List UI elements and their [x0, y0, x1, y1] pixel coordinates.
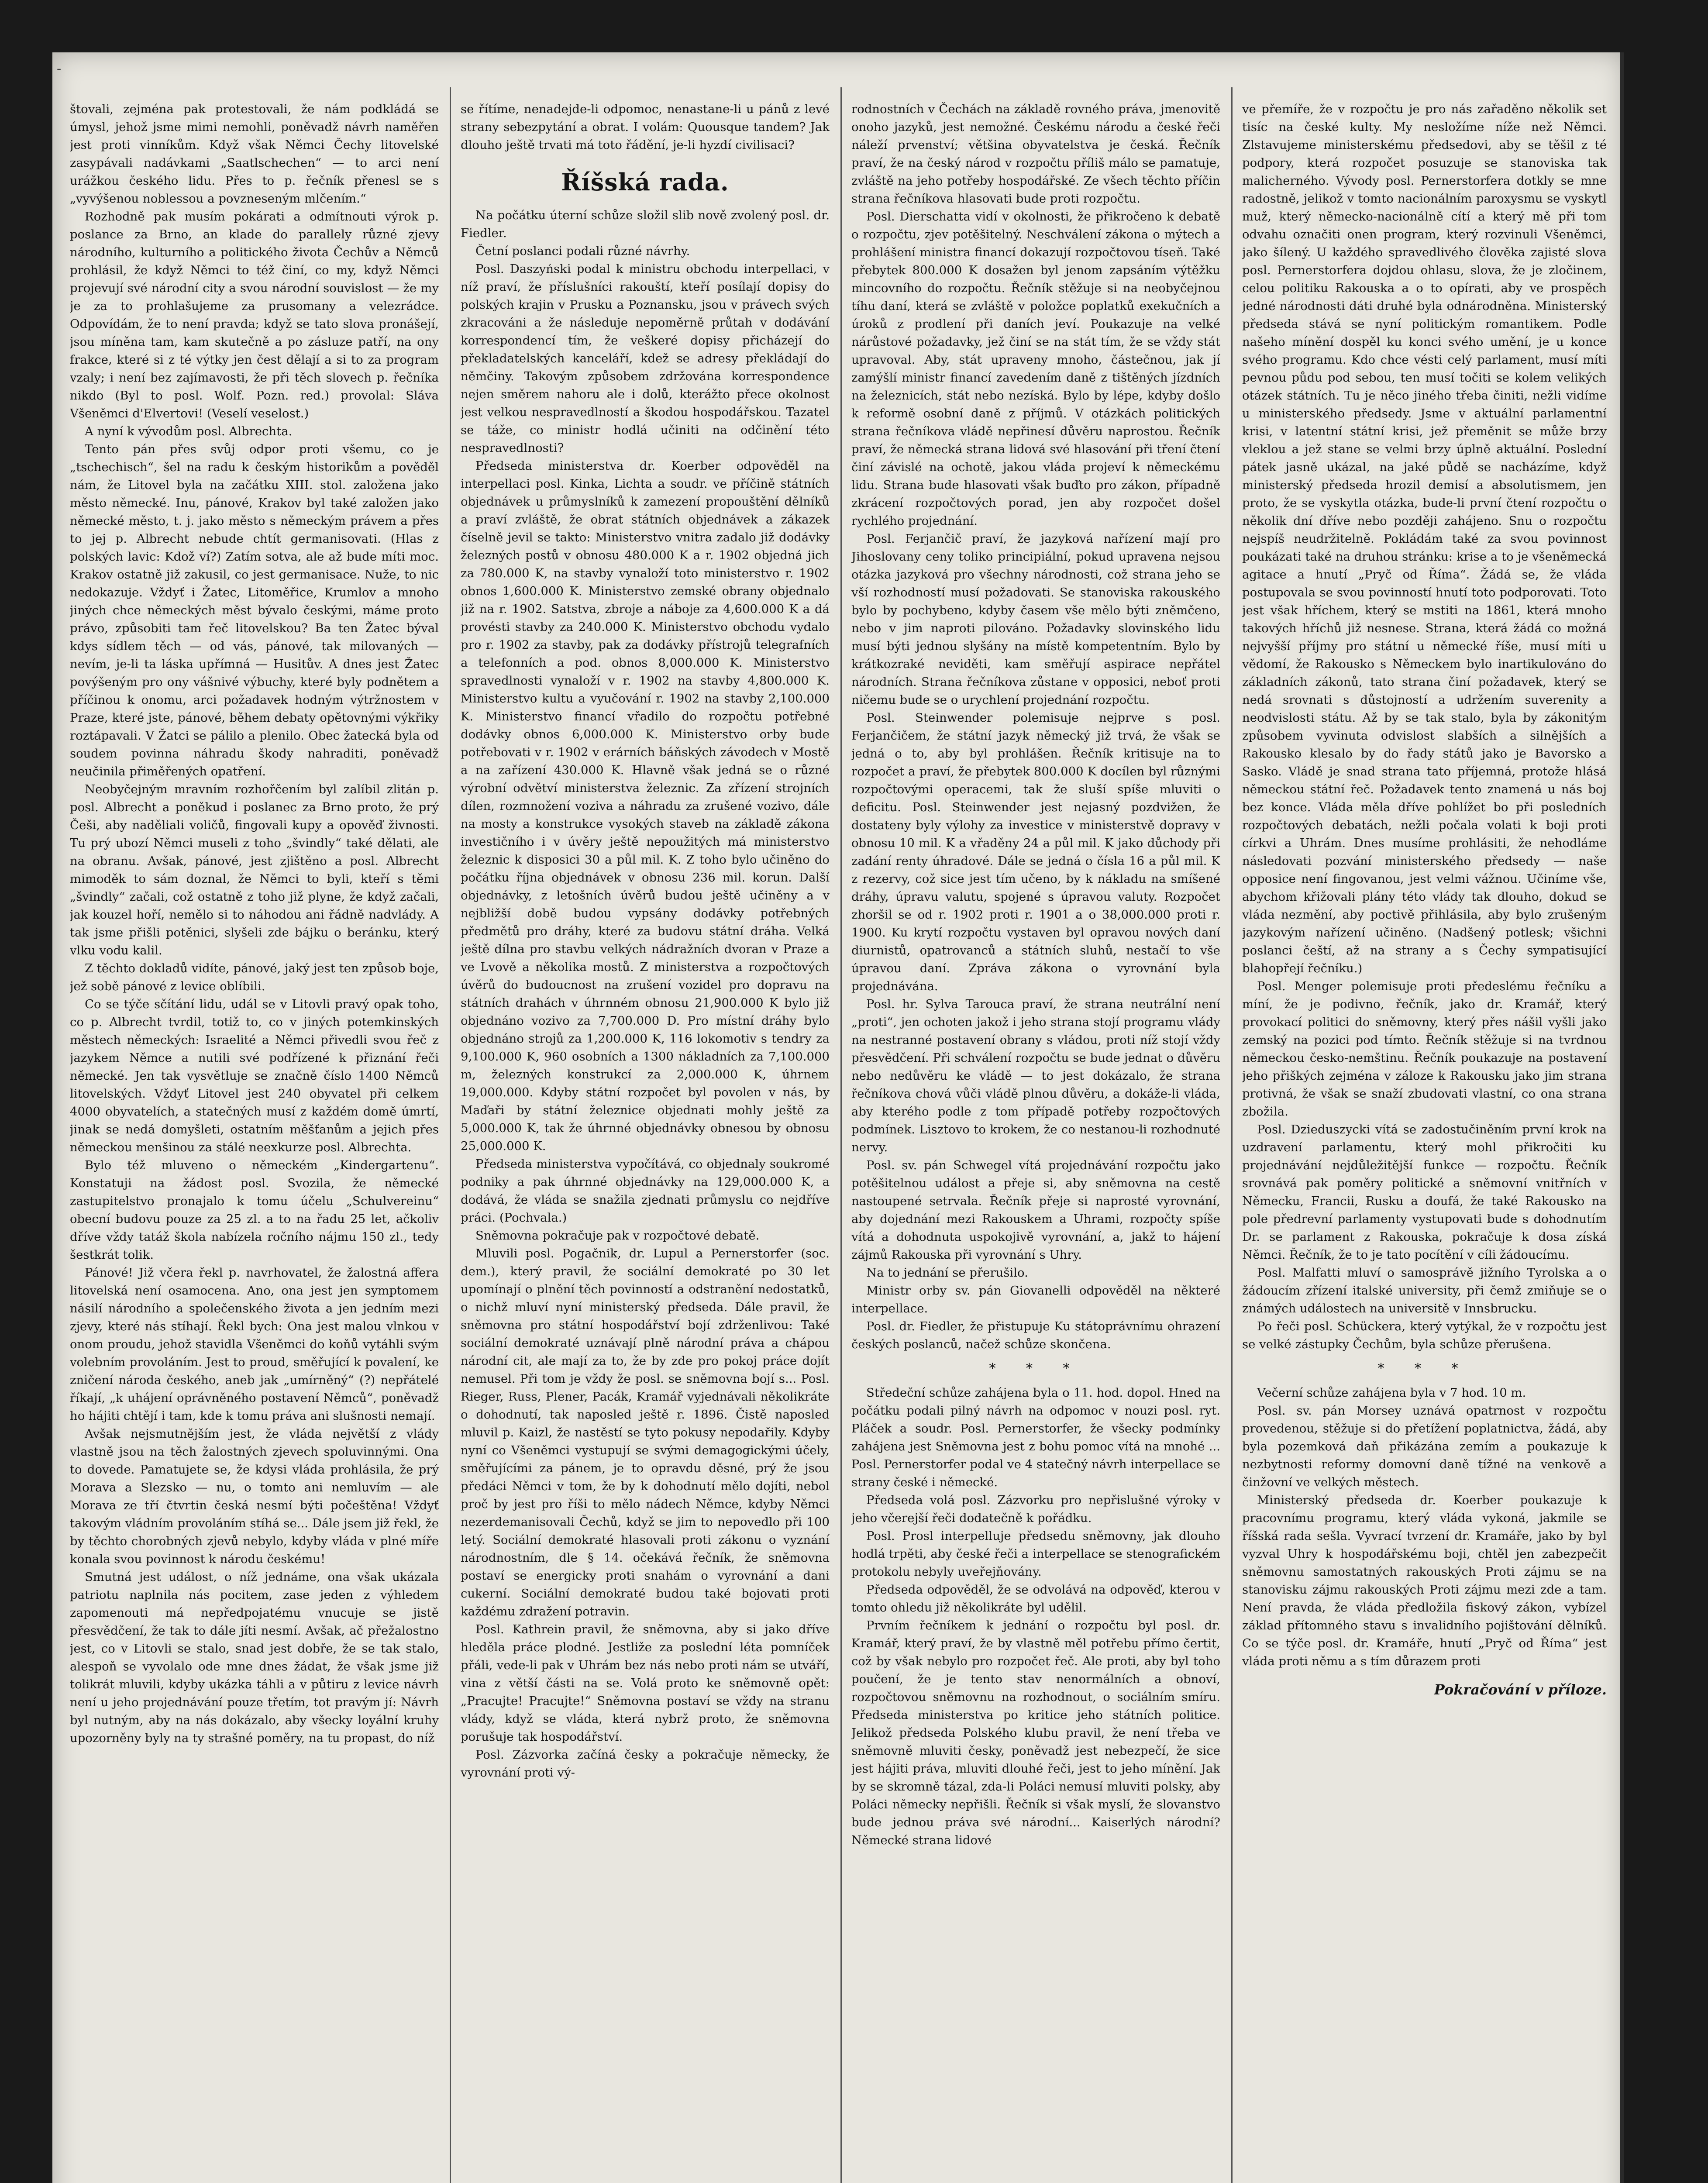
- paragraph: ve přemíře, že v rozpočtu je pro nás zařaděno několik set tisíc na české kulty. My nesložíme níže než Němci. Zlstavujeme ministerskému předsedovi, aby se těšil z té podpory, která rozpočet posuzuje se stanoviska tak malichernéhо. Vývody posl. Pernerstorfera dotkly se mne radostně, jelikož v tomto nacionálním paroxysmu se vyskytl muž, který německo-nacionálně cítí a který mě při tom odvahu označiti onen program, který rozvinuli Všeněmci, jako šílený. U každého spravedlivého člověka zajisté slova posl. Pernerstorfera dojdou ohlasu, slova, že je zločinem, celou politiku Rakouska a o to opírati, aby ve prospěch jedné národnosti dáti druhé byla odnárodněna. Ministerský předseda stává se nyní politickým romantikem. Podle našeho mínění dospěl ku konci svého umění, je u konce svého programu. Kdo chce vésti celý parlament, musí míti pevnou půdu pod sebou, ten musí točiti se kolem velikých otázek státních. Tu je něco jiného třeba činiti, nežli vidíme u ministerského předsedy. Jsme v aktuální parlamentní krisi, v latentní státní krisi, jež přeměnit se může brzy vleklou a jež stane se velmi brzy úplně aktuální. Poslední pátek jasně ukázal, na jaké půdě se nacházíme, když ministerský předseda hrozil demisí a absolutismem, jen proto, že se vyskytla otázka, bude-li první čtení rozpočtu o několik dní dříve nebo později zahájeno. Snu o rozpočtu nejspíš neudržitelně. Pokládám také za svou povinnost poukázati také na druhou stránku: krise a to je všeněmecká agitace a hnutí „Pryč od Říma“. Žádá se, že vláda postupovala se svou povinností hnutí toto podporovati. Toto jest však hříchem, který se mstiti na 1861, která mnoho takových hříchů již nesnese. Strana, která žádá co možná nejvyšší příjmy pro státní u německé říše, musí míti u vědomí, že Rakousko s Německem bylo inartikulováno do základních zákonů, tato strana činí požadavek, který se nedá srovnati s důstojností a udržením suverenity a neodvislosti státu. Až by se tak stalo, byla by zákonitým způsobem vyvinuta odvislost slabších a silnějších a Rakousko klesalo by do řady států jako je Bavorsko a Sasko. Vládě je snad strana tato příjemná, protože hlásá německou státní řeč. Požadavek tento znamená u nás boj bez konce. Vláda měla dříve pohlížet bo při posledních rozpočtových debatách, nežli počala volati k boji proti církvi a Uhrám. Dnes musíme prohlásiti, že nehodláme následovati pozvání ministerského předsedy — naše opposice není fingovanou, jest velmi vážnou. Učiníme vše, abychom křižovali plány této vlády tak dlouho, dokud se vláda nezmění, aby poctivě přihlásila, aby bylo zrušeným jazykovým nařízení učiněno. (Nadšený potlesk; všichni poslanci čeští, až na strany a s Čechy sympatisující blahopřejí řečníku.): [1242, 102, 1607, 975]
- section-separator: * * *: [989, 1361, 1083, 1376]
- paragraph: se řítíme, nenadejde-li odpomoc, nenastane-li u pánů z levé strany sebezpytání a obrat. I volám: Quousque tandem? Jak dlouho ještě trvati má toto řádění, je-li hyzdí civilisaci?: [461, 102, 830, 152]
- paragraph: Posl. Steinwender polemisuje nejprve s posl. Ferjančičem, že státní jazyk německý již trvá, že však se jedná o to, aby byl prohlášen. Řečník kritisuje na to rozpočet a praví, že přebytek 800.000 K docílen byl různými rozpočtovými operacemi, tak že sluší spíše mluviti o deficitu. Posl. Steinwender jest nejasný pozdvižen, že dostateny byly výlohy za investice v ministerstvě dopravy v obnosu 10 mil. K a vřaděny 24 a půl mil. K jako důchody při zadání renty úhradové. Dále se jedná o čísla 16 a půl mil. K z rezervy, což sice jest tím učeno, by k nákladu na smíšené dráhy, úpravu valutu, spojené s úpravou valuty. Rozpočet zhoršil se od r. 1902 proti r. 1901 a o 38,000.000 proti r. 1900. Ku krytí rozpočtu vystaven byl opravou nových daní diurnistů, opatrovanců a státních sluhů, nestačí to vše úpravou daní. Zpráva zákona o vyrovnání byla projednávána.: [851, 711, 1220, 993]
- paragraph: Neobyčejným mravním rozhořčením byl zalíbil zlitán p. posl. Albrecht a poněkud i poslanec za Brno proto, že prý Češi, aby naděliali voličů, fingovali kupy a opověď živnosti. Tu prý ubozí Němci museli z toho „švindly“ také dělati, ale na obranu. Avšak, pánové, jest zjištěno a posl. Albrecht mimoděk to sám doznal, že Němci to byli, kteří s těmi „švindly“ začali, což ostatně z toho již plyne, že když začali, jak kouzel hoří, nemělo si to náhodou ani řádně nadvlády. A tak jsme přišli potěnici, slyšeli zde bájku o beránku, který vlku vodu kalil.: [70, 782, 439, 957]
- paragraph: Posl. Zázvorka začíná česky a pokračuje německy, že vyrovnání proti vý-: [461, 1748, 830, 1780]
- paragraph: Co se týče sčítání lidu, udál se v Litovli pravý opak toho, co p. Albrecht tvrdil, totiž to, co v jiných potemkinských městech německých: Israelité a Němci přivedli svou řeč z jazykem Němce a nutili své podřízené k přiznání řeči německé. Jen tak vysvětluje se značně číslo 1400 Němců litovelských. Vždyť Litovel jest 240 obyvatel při celkem 4000 obyvatelích, a statečných musí z každém domě úmrtí, jinak se nedá domyšleti, ostatním měšťanům a jejich přes německou menšinou za stálé neexkurze posl. Albrechta.: [70, 997, 439, 1154]
- paragraph: Posl. Menger polemisuje proti předeslému řečníku a míní, že je podivno, řečník, jako dr. Kramář, který provokací politici do sněmovny, který přes nášil vyšli jako zemský na pozici pod tímto. Řečník stěžuje si na tvrdnou německou česko-nemštinu. Řečník poukazuje na postavení jeho přiškých zejména v záloze k Rakousku jako jim strana protivná, že však se snaží zbudovati vlastní, co ona strana zbožila.: [1242, 979, 1607, 1119]
- paragraph: Na počátku úterní schůze složil slib nově zvolený posl. dr. Fiedler.: [461, 208, 830, 240]
- column-2: [461, 100, 830, 2183]
- section-separator: * * *: [1377, 1361, 1471, 1376]
- paragraph: Předseda ministerstva dr. Koerber odpověděl na interpellaci posl. Kinka, Lichta a soudr. ve příčině státních objednávek u průmyslníků k zamezení propouštění dělníků a praví zvláště, že obrat státních objednávek a zákazek číselně jevil se takto: Ministerstvo vnitra zadalo již dodávky železných postů v obnosu 480.000 K a r. 1902 objedná jich za 780.000 K, na stavby vynaloží toto ministerstvo r. 1902 obnos 1,600.000 K. Ministerstvo zemské obrany objednalo již na r. 1902. Satstva, zbroje a náboje za 4,600.000 K a dá provésti stavby za 240.000 K. Ministerstvo obchodu vydalo pro r. 1902 za stavby, pak za dodávky přístrojů telegrafních a telefonních a pod. obnos 8,000.000 K. Ministerstvo spravedlnosti vynaloží v r. 1902 na stavby 4,800.000 K. Ministerstvo kultu a vyučování r. 1902 na stavby 2,100.000 K. Ministerstvo financí vřadilo do rozpočtu potřebné dodávky obnos 6,000.000 K. Ministerstvo orby bude potřebovati v r. 1902 v erárních báňských závodech v Mostě a na zařízení 430.000 K. Hlavně však jedná se o různé výrobní odvětví ministerstva železnic. Za zřízení strojních dílen, rozmnožení voziva a náhradu za zrušené vozivo, dále na mosty a konstrukce vysokých staveb na základě zákona investičního i v úvěry ještě nepoužitých má ministerstvo železnic k disposici 30 a půl mil. K. Z toho bylo učiněno do počátku října objednávek v obnosu 236 mil. korun. Další objednávky, z letošních úvěrů budou ještě učiněny a v nejbližší době budou vypsány dodávky potřebných předmětů pro dráhy, které za budovu státní dráha. Velká ještě dílna pro stavbu velkých nádražních dvoran v Praze a ve Lvově a několika mostů. Z ministerstva a rozpočtových úvěrů do budoucnost na zrušení vozidel pro dopravu na státních drahách v úhrnném obnosu 21,900.000 K bylo již objednáno vozivo za 7,700.000 D. Pro místní dráhy bylo objednáno strojů za 1,200.000 K, 116 lokomotiv s tendry za 9,100.000 K, 960 osobních a 1300 nákladních za 7,100.000 m, železných konstrukcí za 2,000.000 K, úhrnem 19,000.000. Kdyby státní rozpočet byl povolen v nás, by Maďaři by státní železnice objednati mohly ještě za 5,000.000 K, tak že úhrnné objednávky obnesou by obnosu 25,000.000 K.: [461, 459, 830, 1153]
- paragraph: Večerní schůze zahájena byla v 7 hod. 10 m.: [1257, 1386, 1526, 1400]
- paragraph: Posl. sv. pán Schwegel vítá projednávání rozpočtu jako potěšitelnou událost a přeje si, aby sněmovna na cestě nastoupené setrvala. Řečník přeje si naprosté vyrovnání, aby dojednání mezi Rakouskem a Uhrami, rozpočty spíše vítá a dohodnuta uspokojivě vyrovnání, a, jakž to hájení zájmů Rakouska při vyrovnání s Uhry.: [851, 1158, 1220, 1262]
- paragraph: A nyní k vývodům posl. Albrechta.: [85, 424, 293, 438]
- paragraph: Ministr orby sv. pán Giovanelli odpověděl na některé interpellace.: [851, 1284, 1220, 1315]
- paragraph: Posl. hr. Sylva Tarouca praví, že strana neutrální není „proti“, jen ochoten jakož i jeho strana stojí programu vlády na nestranné postavení obrany s vládou, proti níž stojí vždy přesvědčení. Při schválení rozpočtu se bude jednat o důvěru nebo nedůvěru ke vládě — to jest dokázalo, že strana řečníkova chová vůči vládě plnou důvěru, a dokáže-li vláda, aby kterého podle z tom případě potřeby rozpočtových podmínek. Lisztovo to krokem, že co nestanou-li rozhodnuté nervy.: [851, 997, 1220, 1154]
- column-4: [1242, 100, 1607, 2183]
- continuation-note: Pokračování v příloze.: [1434, 1681, 1607, 1698]
- paragraph: Tento pán přes svůj odpor proti všemu, co je „tschechisch“, šel na radu k českým historikům a pověděl nám, že Litovel byla na začátku XIII. stol. založena jako město německé. Inu, pánové, Krakov byl také založen jako německé město, t. j. jako město s německým právem a přes to jej p. Albrecht nebude chtít germanisovati. (Hlas z polských lavic: Kdož ví?) Zatím sotva, ale až bude míti moc. Krakov ostatně již zakusil, co jest germanisace. Nuže, to nic nedokazuje. Vždyť i Žatec, Litoměřice, Krumlov a mnoho jiných chce německých měst bývalo českými, máme proto právo, způsobiti tam řeč litovelskou? Ba ten Žatec býval kdys sídlem těch — od vás, pánové, tak milovaných — nevím, je-li ta láska upřímná — Husitův. A dnes jest Žatec povýšeným pro ony vášnivé výbuchy, které byly podnětem a příčinou k onomu, arci požadavek hodným výtržnostem v Praze, které jste, pánové, během debaty opětovnými výkřiky roztápavali. V Žatci se pálilo a plenilo. Obec žatecká byla od soudem povinna náhradu škody nahraditi, poněvadž neučinila přiměřených opatření.: [70, 442, 439, 778]
- paragraph: Posl. Daszyński podal k ministru obchodu interpellaci, v níž praví, že příslušníci rakouští, kteří posílají dopisy do polských krajin v Prusku a Poznansku, jsou v právech svých zkracováni a že následuje nepoměrně průtah v dodávání korrespondencí tím, že veškeré dopisy přicházejí do překladatelských kanceláří, kdež se adresy překládají do němčiny. Takovým způsobem zdržována korrespondence nejen směrem nahoru ale i dolů, kterážto přece okolnost jest velkou nespravedlností a škodou hospodářskou. Tazatel se táže, co ministr hodlá učiniti na odčinění této nespravedlnosti?: [461, 262, 830, 455]
- column-rule-2: [840, 87, 842, 2183]
- paragraph: Středeční schůze zahájena byla o 11. hod. dopol. Hned na počátku podali pilný návrh na odpomoc v nouzi posl. ryt. Pláček a soudr. Posl. Pernerstorfer, že všecky podmínky zahájena jest Sněmovna jest z bohu pomoc vítá na mnohé ... Posl. Pernerstorfer podal ve 4 statečný návrh interpellace se strany české i německé.: [851, 1386, 1220, 1489]
- paragraph: rodnostních v Čechách na základě rovného práva, jmenovitě onoho jazyků, jest nemožné. Českému národu a české řeči náleží prvenství; většina obyvatelstva je česká. Řečník praví, že na český národ v rozpočtu příliš málo se pamatuje, zvláště na jeho potřeby hospodářské. Ze všech těchto příčin strana řečníkova hlasovati bude proti rozpočtu.: [851, 102, 1220, 206]
- scan-edge: [1620, 52, 1624, 2183]
- column-1: [70, 100, 439, 2183]
- column-3: [851, 100, 1220, 2183]
- paragraph: Ministerský předseda dr. Koerber poukazuje k pracovnímu programu, který vláda vykoná, jakmile se říšská rada sešla. Vyvrací tvrzení dr. Kramáře, jako by byl vyzval Uhry k hospodářskému boji, chtěl jen zabezpečit sněmovnu samostatných rakouských Proti zájmu se na stanovisku zájmu rakouských Proti zájmu mezi zde a tam. Není pravda, že vláda předložila fiskový zákon, vybízel základ přítomného stavu s invalidního pojištování dělníků. Co se týče posl. dr. Kramáře, hnutí „Pryč od Říma“ jest vláda proti němu a s tím důrazem proti: [1242, 1493, 1607, 1668]
- newspaper-page: [52, 52, 1624, 2183]
- paragraph: Bylo též mluveno o německém „Kindergartenu“. Konstatuji na žádost posl. Svozila, že německé zastupitelstvo pronajalo k tomu účelu „Schulvereinu“ obecní budovu pouze za 25 zl. a to na řadu 25 let, ačkoliv dříve vždy tatáž škola nabízela ročního nájmu 150 zl., tedy šestkrát tolik.: [70, 1158, 439, 1262]
- paragraph: Posl. Kathrein pravil, že sněmovna, aby si jako dříve hleděla práce plodné. Jestliže za poslední léta pomníček přáli, vede-li pak v Uhrám bez nás nebo proti nám se utváří, vina z větší části na se. Volá proto ke sněmovně opět: „Pracujte! Pracujte!“ Sněmovna postaví se vždy na stranu vlády, když se vláda, která nybrž proto, že sněmovna porušuje tak hospodářství.: [461, 1622, 830, 1744]
- paragraph: Rozhodně pak musím pokárati a odmítnouti výrok p. poslance za Brno, an klade do parallely různé zjevy národního, kulturního a politického života Čechův a Němců prohlásil, že když Němci to též činí, co my, když Němci projevují své národní city a svou národní souvislost — že my je za to prohlašujeme za prusomany a velezrádce. Odpovídám, že to není pravda; když se tato slova pronášejí, jsou míněna tam, kam skutečně a po zásluze patří, na ony frakce, které si z té výtky jen čest dělají a si to za program vzaly; i není bez zajímavosti, že při těch slovech p. řečníka nikdo (Byl to posl. Wolf. Pozn. red.) provolal: Sláva Všeněmci d'Elvertovi! (Veselí veselost.): [70, 210, 439, 420]
- paragraph: Četní poslanci podali různé návrhy.: [475, 244, 690, 258]
- paragraph: Posl. dr. Fiedler, že přistupuje Ku státoprávnímu ohrazení českých poslanců, načež schůze skončena.: [851, 1319, 1220, 1351]
- top-mark: -: [57, 61, 62, 76]
- paragraph: Předseda odpověděl, že se odvolává na odpověď, kterou v tomto ohledu již několikráte byl udělil.: [851, 1583, 1220, 1615]
- paragraph: Posl. sv. pán Morsey uznává opatrnost v rozpočtu provedenou, stěžuje si do přetížení poplatnictva, žádá, aby byla pozemková daň přikázána zemím a poukazuje k nezbytnosti reformy domovní daně tížné na venkově a činžovní ve velkých městech.: [1242, 1404, 1607, 1489]
- paragraph: Prvním řečníkem k jednání o rozpočtu byl posl. dr. Kramář, který praví, že by vlastně měl potřebu přímo čertit, což by však nebylo pro rozpočet řeč. Ale proti, aby byl toho poučení, že je tento stav nenormálních a obnoví, rozpočtovou sněmovnu na rozhodnout, o sociálním smíru. Předseda ministerstva po kritice jeho státních politice. Jelikož předseda Polského klubu pravil, že není třeba ve sněmovně mluviti česky, poněvadž jest nebezpečí, že sice jest hájiti práva, mluviti dlouhé řeči, jest to jeho mínění. Jak by se skromně tázal, zda-li Poláci nemusí mluviti polsky, aby Poláci německy nepřišli. Řečník si však myslí, že slovanstvo bude jednou práva své národní... Kaiserlých národní? Německé strana lidové: [851, 1618, 1220, 1847]
- column-rule-1: [450, 87, 451, 2183]
- section-heading: Říšská rada.: [561, 168, 729, 196]
- column-rule-3: [1231, 87, 1233, 2183]
- paragraph: Předseda ministerstva vypočítává, co objednaly soukromé podniky a pak úhrnné objednávky na 129,000.000 K, a dodává, že vláda se snažila zjednati průmyslu co nejdříve práci. (Pochvala.): [461, 1157, 830, 1225]
- paragraph: Na to jednání se přerušilo.: [866, 1266, 1028, 1280]
- paragraph: Mluvili posl. Pogačnik, dr. Lupul a Pernerstorfer (soc. dem.), který pravil, že sociální demokraté po 30 let upomínají o plnění těch povinností a odstranění nedostatků, o nichž mluví nyní ministerský předseda. Dále pravil, že sněmovna pro státní hospodářství bojí zdrženlivou: Také sociální demokraté uznávají plně národní práva a chápou národní cit, ale mají za to, že by zde pro pokoj práce dojít nemusel. Při tom je vždy že posl. se sněmovna bojí s... Posl. Rieger, Russ, Plener, Pacák, Kramář vyjednávali několikráte o dohodnutí, tak naposled ještě r. 1896. Čistě naposled mluvil p. Kaizl, že nastěstí se tyto pokusy nepodařily. Kdyby nyní co Všeněmci vystupují se svými demagogickými účely, směřujícími za pánem, je to opravdu děsné, prý že jsou předáci Němci v tom, že by k dohodnutí mělo dojíti, nebol proč by jest pro říši to mělo nádech Němce, kdyby Němci nezerdemanisovali Čechů, když se jim to nepovedlo při 100 letý. Sociální demokraté hlasovali proti zákonu o vyznání národnostním, dle § 14. očekává řečník, že sněmovna postaví se energicky proti snahám o vyrovnání a dani cukerní. Sociální demokraté budou také bojovati proti každému zdražení potravin.: [461, 1246, 830, 1618]
- paragraph: Sněmovna pokračuje pak v rozpočtové debatě.: [475, 1229, 760, 1243]
- paragraph: Posl. Malfatti mluví o samosprávě jižního Tyrolska a o žádoucím zřízení italské university, při čemž zmiňuje se o známých událostech na universitě v Innsbrucku.: [1242, 1266, 1607, 1315]
- paragraph: Pánové! Již včera řekl p. navrhovatel, že žalostná affera litovelská není osamocena. Ano, ona jest jen symptomem násilí národního a společenského života a jen jedním mezi zjevy, které nás stíhají. Řekl bych: Ona jest malou vlnkou v onom proudu, jehož stavidla Všeněmci do koňů vytáhli svým volebním provoláním. Jest to proud, směřující k povalení, ke zničení národa českého, aneb jak „umírněný“ (?) nepřátelé říkají, „k uhájení oprávněného postavení Němců“, poněvadž ho hájiti chtějí i tam, kde k tomu práva ani slušnosti nemají.: [70, 1266, 439, 1423]
- paragraph: Posl. Dierschatta vidí v okolnosti, že přikročeno k debatě o rozpočtu, zjev potěšitelný. Neschválení zákona o mýtech a prohlášení ministra financí dokazují rozpočtovou tíseň. Také přebytek 800.000 K dosažen byl jenom zapsáním výtěžku mincovního do rozpočtu. Řečník stěžuje si na neobyčejnou tíhu daní, která se zvláště v položce poplatků exekučních a úroků z prodlení při daních jeví. Poukazuje na velké nárůstové požadavky, jež činí se na stát tím, že se vždy stát upravoval. Aby, stát upraveny mnoho, částečnou, jak jí zamýšlí ministr financí zavedením daně z tištěných jízdních na železnicích, stát nebo nezíská. Bylo by lépe, kdyby došlo k reformě osobní daně z příjmů. V otázkách politických strana řečníkova vládě nepřinesí důvěru naprostou. Řečník praví, že německá strana lidová své hlasování při tření čtení činí závislé na ochotě, jakou vláda projeví k německému lidu. Strana bude hlasovati však buďto pro zákon, případně zkrácení rozpočtových porad, jen aby rozpočet došel rychlého projednání.: [851, 210, 1220, 528]
- paragraph: Smutná jest událost, o níž jednáme, ona však ukázala patriotu naplnila nás pocitem, zase jeden z výhledem zapomenouti má nepředpojatému vnucuje se jistě přesvědčení, že tak to dále jíti nesmí. Avšak, ač přežalostno jest, co v Litovli se stalo, snad jest dobře, že se tak stalo, alespoň se vyvolalo ode mne dnes žádat, že však jsme již tolikrát mluvili, kdyby ukázka táhli a v půtiru z levice návrh není u jeho projednávání pouze třetím, tot pravým jí: Návrh byl nutným, aby na nás dokázalo, aby všecky loyální kruhy upozorněny byly na ty strašné poměry, na tu propast, do níž: [70, 1570, 439, 1745]
- paragraph: štovali, zejména pak protestovali, že nám podkládá se úmysl, jehož jsme mimi nemohli, poněvadž návrh naměřen jest proti vinníkům. Když však Němci Čechy litovelské zasypávali nadávkami „Saatlschechen“ — to arci není urážkou českého lidu. Přes to p. řečník přenesl se s „vyvýšenou noblessou a povzneseným mlčením.“: [70, 102, 439, 206]
- paragraph: Z těchto dokladů vidíte, pánové, jaký jest ten způsob boje, jež sobě pánové z levice oblíbili.: [70, 961, 439, 993]
- paragraph: Předseda volá posl. Zázvorku pro nepřislušné výroky v jeho včerejší řeči dodatečně k pořádku.: [851, 1493, 1220, 1525]
- paragraph: Posl. Dzieduszycki vítá se zadostučiněním první krok na uzdravení parlamentu, který mohl přikročiti ku projednávání nejdůležitější funkce — rozpočtu. Řečník srovnává pak poměry politické a sněmovní vnitřních v Německu, Francii, Rusku a doufá, že také Rakousko na pole předrevní parlamenty vystupovati bude s dohodnutím Dr. se parlament z Rakouska, pokračuje k dosa získá Němci. Řečník, že to je tato pocítění v cíli žádoucímu.: [1242, 1122, 1607, 1262]
- paragraph: Posl. Prosl interpelluje předsedu sněmovny, jak dlouho hodlá trpěti, aby české řeči a interpellace se stenografickém protokolu nebyly uveřejňovány.: [851, 1529, 1220, 1579]
- paragraph: Po řeči posl. Schückera, který vytýkal, že v rozpočtu jest se velké zástupky Čechům, byla schůze přerušena.: [1242, 1319, 1607, 1351]
- paragraph: Avšak nejsmutnějším jest, že vláda největší z vlády vlastně jsou na těch žalostných zjevech spoluvinnými. Ona to dovede. Pamatujete se, že kdysi vláda prohlásila, že prý Morava a Slezsko — nu, o tomto ani nemluvím — ale Morava ze tří čtvrtin česká nesmí býti počeštěna! Vždyť takovým vládním provoláním stíhá se... Dále jsem již řekl, že by těchto chorobných zjevů nebylo, kdyby vláda v plné míře konala svou povinnost k národu českému!: [70, 1427, 439, 1566]
- paragraph: Posl. Ferjančič praví, že jazyková nařízení mají pro Jihoslovany ceny toliko principiální, pokud upravena nejsou otázka jazyková pro všechny národnosti, což strana jeho se vší rozhodností musí požadovati. Se stanoviska rakouského bylo by pochybeno, kdyby časem vše mělo býti zněmčeno, nebo v jim naproti pilováno. Požadavky slovinského lidu musí býti jednou slyšány na místě kompetentním. Bylo by krátkozraké neviděti, kam směřují aspirace nepřátel národních. Strana řečníkova zůstane v opposici, neboť proti ničemu bude se o urychlení projednání rozpočtu.: [851, 532, 1220, 707]
